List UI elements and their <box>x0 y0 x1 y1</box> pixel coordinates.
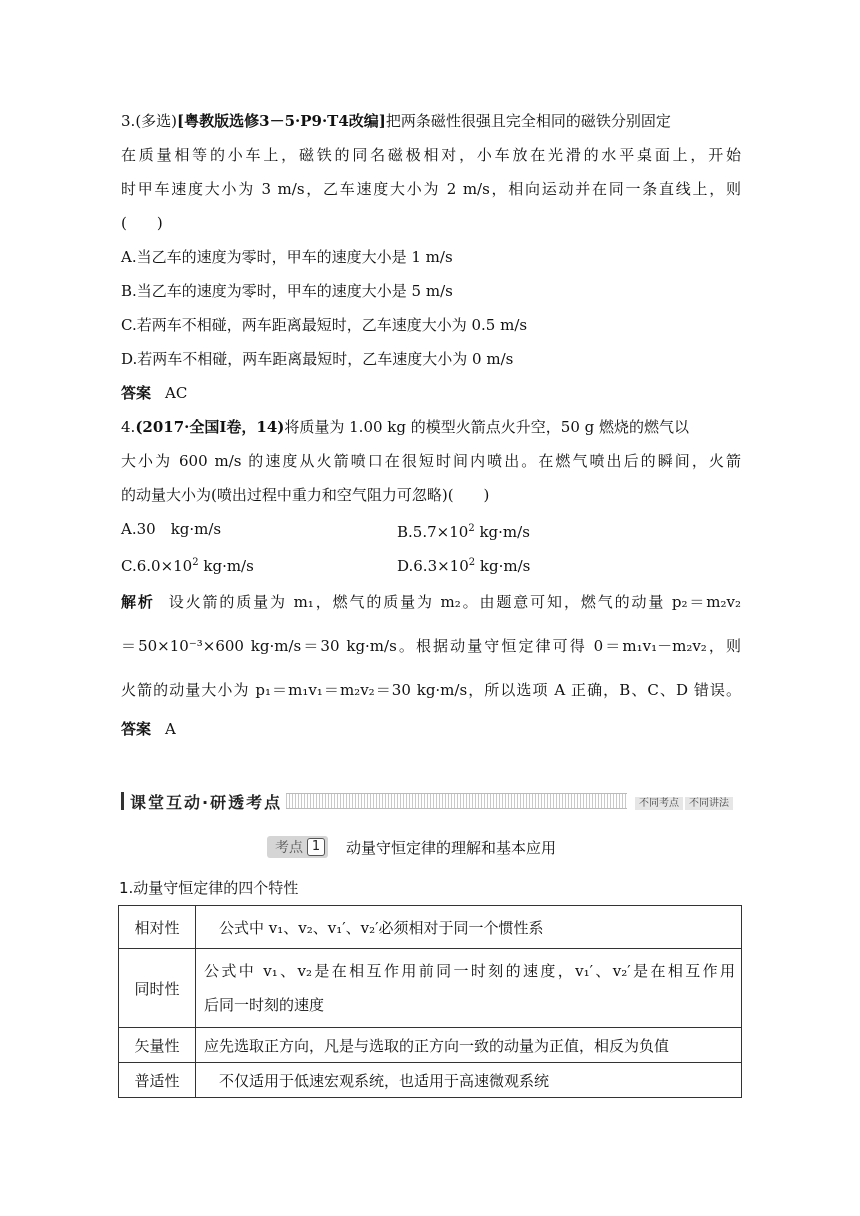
q3-option-a: A.当乙车的速度为零时，甲车的速度大小是 1 m/s <box>121 248 453 266</box>
q4-option-c <box>121 546 397 580</box>
table-row <box>119 1028 742 1063</box>
table-value <box>196 949 742 1028</box>
section-tag-1: 不同考点 <box>635 797 683 810</box>
section-tags <box>633 794 733 809</box>
kaodian-badge <box>267 836 328 858</box>
q4-source: (2017·全国Ⅰ卷，14) <box>135 418 285 436</box>
subsection-title: 1.动量守恒定律的四个特性 <box>119 879 299 897</box>
q4-answer-label: 答案 <box>121 720 152 738</box>
q3-tag: (多选) <box>135 112 178 130</box>
q3-answer-label: 答案 <box>121 384 152 402</box>
section-title: 课堂互动·研透考点 <box>130 792 283 812</box>
page-body <box>121 104 741 746</box>
q4-stem-2: 大小为 600 m/s 的速度从火箭喷口在很短时间内喷出。在燃气喷出后的瞬间，火箭 <box>121 452 741 470</box>
q4-option-b <box>397 512 530 546</box>
q4-number: 4. <box>121 418 136 436</box>
q3-option-c: C.若两车不相碰，两车距离最短时，乙车速度大小为 0.5 m/s <box>121 316 528 334</box>
properties-table <box>118 905 742 1098</box>
section-tag-2: 不同讲法 <box>685 797 733 810</box>
section-header <box>121 790 733 812</box>
q3-number: 3. <box>121 112 136 130</box>
section-tick <box>121 792 124 810</box>
table-value: 应先选取正方向，凡是与选取的正方向一致的动量为正值，相反为负值 <box>196 1028 742 1063</box>
q3-stem-4: ( ) <box>121 214 163 232</box>
q3-stem-3: 时甲车速度大小为 3 m/s，乙车速度大小为 2 m/s，相向运动并在同一条直线上，则 <box>121 180 741 198</box>
q4-option-b-base: B.5.7×10 <box>397 523 469 541</box>
q3-stem-2: 在质量相等的小车上，磁铁的同名磁极相对，小车放在光滑的水平桌面上，开始 <box>121 146 741 164</box>
q4-analysis-3: 火箭的动量大小为 p₁＝m₁v₁＝m₂v₂＝30 kg·m/s，所以选项 A 正确，B、C、D 错误。 <box>121 681 741 699</box>
q3-stem-1: 把两条磁性很强且完全相同的磁铁分别固定 <box>385 112 671 130</box>
table-row <box>119 1063 742 1098</box>
table-value-line-1: 公式中 v₁、v₂是在相互作用前同一时刻的速度，v₁′、v₂′是在相互作用 <box>204 962 735 980</box>
table-value-line-2: 后同一时刻的速度 <box>204 996 325 1014</box>
q3-answer <box>121 376 741 410</box>
q4-analysis-text-1: 设火箭的质量为 m₁，燃气的质量为 m₂。由题意可知，燃气的动量 p₂＝m₂v₂ <box>168 593 741 611</box>
q4-option-a: A.30 kg·m/s <box>121 520 222 538</box>
kaodian-badge-number: 1 <box>307 838 325 856</box>
q3-option-d: D.若两车不相碰，两车距离最短时，乙车速度大小为 0 m/s <box>121 350 514 368</box>
q4-option-c-unit: kg·m/s <box>198 557 254 575</box>
q4-line-1 <box>121 410 741 444</box>
q3-answer-value: AC <box>165 384 188 402</box>
q4-option-b-exp: 2 <box>468 523 475 534</box>
q3-source: [粤教版选修3－5·P9·T4改编] <box>177 112 386 130</box>
q4-analysis-label: 解析 <box>121 593 155 611</box>
q4-analysis-1 <box>121 580 741 624</box>
kaodian-badge-label: 考点 <box>275 840 303 856</box>
section-hatch-decoration <box>286 793 627 809</box>
table-key: 相对性 <box>119 906 196 949</box>
table-key: 同时性 <box>119 949 196 1028</box>
q4-options-row-1 <box>121 512 741 546</box>
table-row <box>119 906 742 949</box>
kaodian-heading <box>267 834 556 860</box>
q4-option-d-unit: kg·m/s <box>475 557 531 575</box>
q4-stem-3: 的动量大小为(喷出过程中重力和空气阻力可忽略)( ) <box>121 486 490 504</box>
table-key: 普适性 <box>119 1063 196 1098</box>
kaodian-title: 动量守恒定律的理解和基本应用 <box>346 838 557 857</box>
table-value: 不仅适用于低速宏观系统，也适用于高速微观系统 <box>196 1063 742 1098</box>
q4-option-b-unit: kg·m/s <box>474 523 530 541</box>
q4-options-row-2 <box>121 546 741 580</box>
table-value: 公式中 v₁、v₂、v₁′、v₂′必须相对于同一个惯性系 <box>196 906 742 949</box>
q4-option-c-exp: 2 <box>192 557 199 568</box>
q4-stem-1: 将质量为 1.00 kg 的模型火箭点火升空，50 g 燃烧的燃气以 <box>284 418 689 436</box>
q4-analysis-2: ＝50×10⁻³×600 kg·m/s＝30 kg·m/s。根据动量守恒定律可得 0＝m₁v₁－m₂v₂，则 <box>121 637 741 655</box>
q4-option-c-base: C.6.0×10 <box>121 557 193 575</box>
q4-answer-value: A <box>165 720 176 738</box>
q3-option-b: B.当乙车的速度为零时，甲车的速度大小是 5 m/s <box>121 282 453 300</box>
q4-option-d-exp: 2 <box>468 557 476 568</box>
q4-option-d <box>397 546 530 580</box>
q4-option-d-base: D.6.3×10 <box>397 557 469 575</box>
q4-answer <box>121 712 741 746</box>
q3-line-1 <box>121 104 741 138</box>
table-row <box>119 949 742 1028</box>
table-key: 矢量性 <box>119 1028 196 1063</box>
